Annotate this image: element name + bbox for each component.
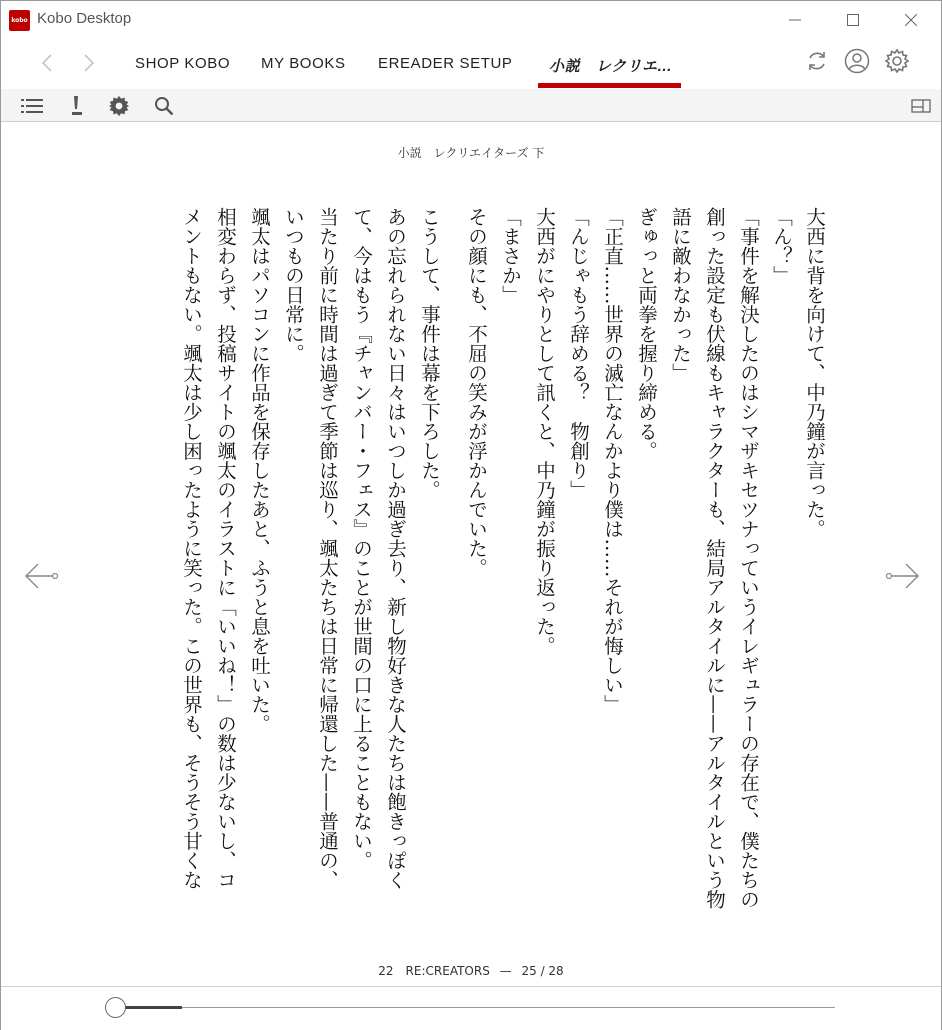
settings-button[interactable] — [884, 48, 910, 74]
reading-settings-button[interactable] — [107, 94, 131, 118]
text-line: 創った設定も伏線もキャラクターも、結局アルタイルに——アルタイルという物 — [703, 207, 726, 909]
search-icon — [154, 96, 174, 116]
text-line: 「事件を解決したのはシマザキセツナっていうイレギュラーの存在で、僕たちの — [737, 207, 760, 909]
sync-icon — [805, 49, 829, 73]
table-of-contents-icon — [21, 97, 43, 115]
chevron-left-icon — [41, 53, 53, 73]
text-line: 大西がにやりとして訊くと、中乃鐘が振り返った。 — [533, 207, 556, 656]
arrow-right-icon — [884, 561, 922, 591]
minimize-icon — [789, 14, 801, 26]
maximize-button[interactable] — [831, 5, 875, 35]
progress-track[interactable] — [109, 1007, 835, 1008]
book-text — [129, 207, 829, 927]
progress-slider-handle[interactable] — [105, 997, 126, 1018]
text-line-blank — [142, 207, 172, 927]
title-bar — [1, 1, 941, 39]
text-line: その顔にも、不屈の笑みが浮かんでいた。 — [465, 207, 488, 578]
back-button[interactable] — [35, 51, 59, 75]
text-line: ぎゅっと両拳を握り締める。 — [635, 207, 658, 461]
annotation-icon — [68, 95, 84, 117]
chapter-label: 22 RE:CREATORS — [378, 964, 490, 978]
account-button[interactable] — [844, 48, 870, 74]
chevron-right-icon — [83, 53, 95, 73]
close-button[interactable] — [889, 5, 933, 35]
minimize-button[interactable] — [773, 5, 817, 35]
text-line: 「まさか」 — [499, 207, 522, 305]
arrow-left-icon — [22, 561, 60, 591]
book-title-header: 小説 レクリエイターズ 下 — [397, 146, 545, 160]
app-title: Kobo Desktop — [37, 10, 132, 27]
sync-button[interactable] — [804, 48, 830, 74]
next-page-button[interactable] — [883, 559, 923, 593]
text-line: いつもの日常に。 — [282, 207, 305, 363]
text-line: メントもない。颯太は少し困ったように笑った。この世界も、そうそう甘くな — [180, 207, 203, 890]
text-line: 「ん？」 — [770, 207, 793, 285]
previous-page-button[interactable] — [21, 559, 61, 593]
page-layout-button[interactable] — [909, 94, 933, 118]
text-line: 相変わらず、投稿サイトの颯太のイラストに「いいね！」の数は少ないし、コ — [214, 207, 237, 890]
tab-my-books[interactable]: MY BOOKS — [261, 55, 346, 72]
tab-current-book[interactable]: 小説 レクリエ... — [549, 58, 672, 75]
text-line: 語に敵わなかった」 — [669, 207, 692, 383]
tab-shop-kobo[interactable]: SHOP KOBO — [135, 55, 231, 72]
tab-ereader-setup[interactable]: EREADER SETUP — [378, 55, 513, 72]
annotations-button[interactable] — [64, 94, 88, 118]
text-line: 「んじゃもう辞める？ 物創り」 — [567, 207, 590, 500]
text-line: 颯太はパソコンに作品を保存したあと、ふうと息を吐いた。 — [248, 207, 271, 734]
account-icon — [844, 48, 870, 74]
gear-icon — [884, 48, 910, 74]
text-line: あの忘れられない日々はいつしか過ぎ去り、新し物好きな人たちは飽きっぽく — [384, 207, 407, 890]
close-icon — [905, 14, 917, 26]
footer-dash: — — [499, 964, 512, 978]
kobo-logo-icon: kobo — [9, 10, 30, 31]
text-line: こうして、事件は幕を下ろした。 — [418, 207, 441, 500]
forward-button[interactable] — [77, 51, 101, 75]
page-counter: 25 / 28 — [521, 964, 564, 978]
reading-progress-bar — [1, 986, 941, 1030]
text-line: 大西に背を向けて、中乃鐘が言った。 — [803, 207, 826, 539]
active-tab-indicator — [538, 83, 681, 88]
text-line: て、今はもう『チャンバー・フェス』のことが世間の口に上ることもない。 — [350, 207, 373, 870]
search-button[interactable] — [152, 94, 176, 118]
settings-gear-icon — [108, 95, 130, 117]
table-of-contents-button[interactable] — [20, 94, 44, 118]
text-line: 当たり前に時間は過ぎて季節は巡り、颯太たちは日常に帰還した——普通の、 — [316, 207, 339, 890]
maximize-icon — [847, 14, 859, 26]
page-footer — [1, 962, 941, 979]
reader-toolbar — [1, 89, 941, 122]
text-line: 「正直……世界の滅亡なんかより僕は……それが悔しい」 — [601, 207, 624, 714]
page-layout-icon — [911, 98, 931, 114]
main-nav — [1, 39, 941, 89]
